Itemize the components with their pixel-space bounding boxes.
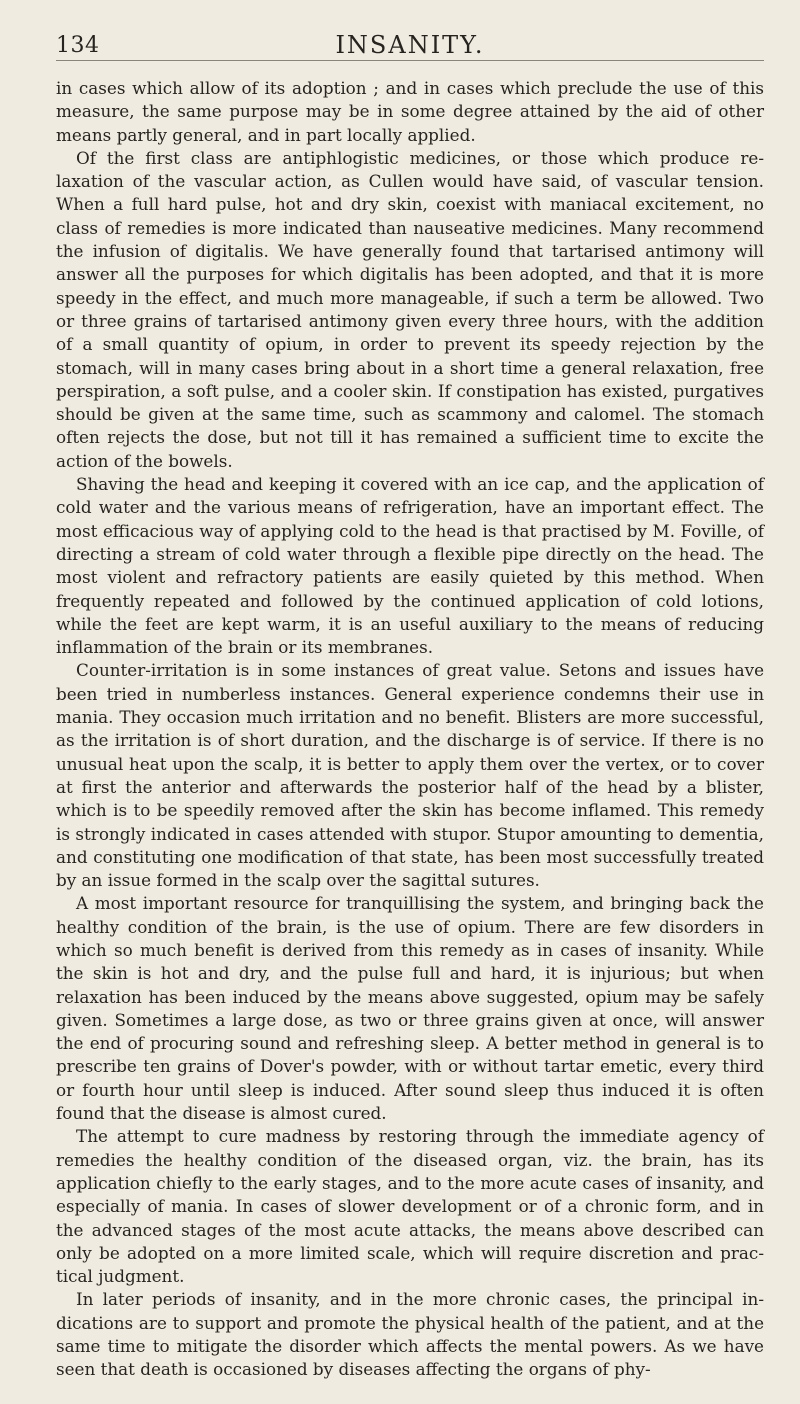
running-head — [56, 28, 764, 61]
paragraph-cold-application: Shaving the head and keeping it covered with an ice cap, and the application of cold water and the various means of refrigeration, have an important effect. The most efficacious way of applying cold to the head is that practised by M. Foville, of directing a stream of cold water through a flexible pipe directly on the head. The most violent and refractory patients are easily quieted by this method. When frequently repeated and followed by the continued application of cold lotions, while the feet are kept warm, it is an useful auxiliary to the means of reducing inflammation of the brain or its membranes. — [56, 474, 764, 658]
paragraph-counter-irritation: Counter-irritation is in some instances of great value. Setons and issues have been tried in numberless instances. General experience condemns their use in mania. They occasion much irritation and no benefit. Blisters are more successful, as the irritation is of short duration, and the discharge is of service. If there is no unusual heat upon the scalp, it is better to apply them over the vertex, or to cover at first the anterior and afterwards the posterior half of the head by a blister, which is to be speedily removed after the skin has become inflamed. This remedy is strongly indicated in cases attended with stupor. Stupor amounting to dementia, and constituting one modification of that state, has been most successfully treated by an issue formed in the scalp over the sagittal sutures. — [56, 660, 764, 891]
paragraph-continued: in cases which allow of its adoption ; and in cases which preclude the use of this measure, the same purpose may be in some degree attained by the aid of other means partly general, and in part locally applied. — [56, 78, 764, 145]
paragraph-antiphlogistic: Of the first class are antiphlogistic medicines, or those which produce relaxation of the vascular action, as Cullen would have said, of vascular tension. When a full hard pulse, hot and dry skin, coexist with maniacal excitement, no class of remedies is more indicated than nauseative medicines. Many recommend the infusion of digitalis. We have generally found that tartarised antimony will answer all the purposes for which digitalis has been adopted, and that it is more speedy in the effect, and much more manageable, if such a term be allowed. Two or three grains of tartarised antimony given every three hours, with the addition of a small quantity of opium, in order to prevent its speedy rejection by the stomach, will in many cases bring about in a short time a general relaxation, free perspiration, a soft pulse, and a cooler skin. If constipation has existed, purgatives should be given at the same time, such as scammony and calomel. The stomach often rejects the dose, but not till it has remained a sufficient time to excite the action of the bowels. — [56, 147, 764, 471]
paragraph-early-stages: The attempt to cure madness by restoring through the immediate agency of remedies the healthy condition of the diseased organ, viz. the brain, has its application chiefly to the early stages, and to the more acute cases of insanity, and especially of mania. In cases of slower development or of a chronic form, and in the advanced stages of the most acute attacks, the means above described can only be adopted on a more limited scale, which will require discretion and practical judgment. — [56, 1126, 764, 1287]
body-text — [56, 77, 764, 1382]
paragraph-later-periods: In later periods of insanity, and in the more chronic cases, the principal indications are to support and promote the physical health of the patient, and at the same time to mitigate the disorder which affects the mental powers. As we have seen that death is occasioned by diseases affecting the organs of phy- — [56, 1289, 764, 1380]
running-title: INSANITY. — [335, 31, 485, 59]
paragraph-opium: A most important resource for tranquillising the system, and bringing back the healthy condition of the brain, is the use of opium. There are few disorders in which so much benefit is derived from this remedy as in cases of insanity. While the skin is hot and dry, and the pulse full and hard, it is injurious; but when relaxation has been induced by the means above suggested, opium may be safely given. Sometimes a large dose, as two or three grains given at once, will answer the end of procuring sound and refreshing sleep. A better method in general is to prescribe ten grains of Dover's powder, with or without tartar emetic, every third or fourth hour until sleep is induced. After sound sleep thus induced it is often found that the disease is almost cured. — [56, 893, 764, 1124]
page-number: 134 — [56, 33, 100, 58]
